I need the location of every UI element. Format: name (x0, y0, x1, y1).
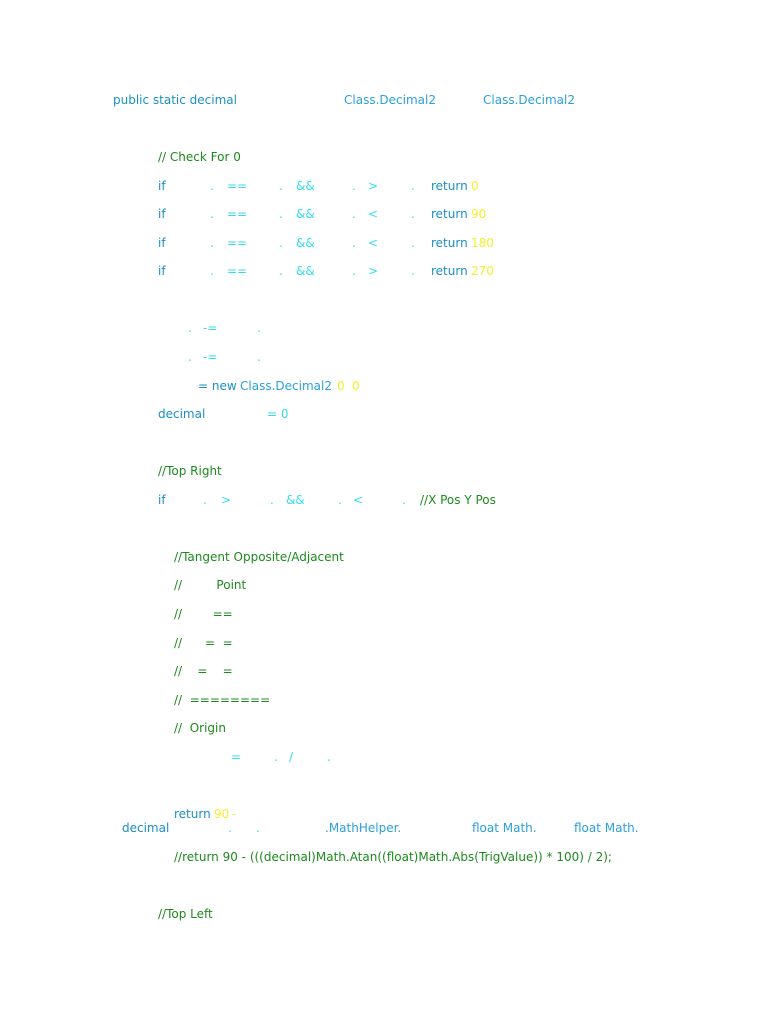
member-dot: . (274, 750, 278, 764)
float-math-ref-2: float Math. (574, 821, 639, 835)
trig-assign-line (0, 749, 768, 765)
return-keyword: return (431, 207, 468, 221)
member-dot: . (257, 350, 261, 364)
math-helper-ref: .MathHelper. (325, 821, 402, 835)
return-value: 90 (214, 807, 230, 821)
tangent-comment-line-6 (0, 720, 768, 736)
member-dot: . (203, 493, 207, 507)
subtract-assign-line-1 (0, 349, 768, 365)
compare-operator: > (368, 264, 379, 278)
method-signature-line (0, 92, 768, 108)
tangent-comment-line-5 (0, 692, 768, 708)
member-dot: . (411, 179, 415, 193)
assign-operator: = (231, 750, 242, 764)
tangent-comment-line-2 (0, 606, 768, 622)
return-value: 180 (471, 236, 494, 250)
signature-param-type-2: Class.Decimal2 (483, 93, 575, 107)
if-keyword: if (158, 493, 166, 507)
member-dot: . (210, 236, 214, 250)
top-left-comment-line (0, 906, 768, 922)
member-dot: . (257, 321, 261, 335)
and-operator: && (296, 179, 315, 193)
new-arg-1: 0 (337, 379, 345, 393)
compare-operator: > (221, 493, 232, 507)
top-right-comment-line (0, 463, 768, 479)
xy-pos-comment: //X Pos Y Pos (420, 493, 496, 507)
new-instance-line (0, 378, 768, 394)
member-dot: . (279, 236, 283, 250)
return-keyword: return (431, 264, 468, 278)
divide-operator: / (289, 750, 294, 764)
tangent-comment: //Tangent Opposite/Adjacent (174, 550, 344, 564)
member-dot: . (402, 493, 406, 507)
equals-operator: == (227, 236, 248, 250)
and-operator: && (296, 264, 315, 278)
compare-operator: < (368, 236, 379, 250)
return-comment: //return 90 - (((decimal)Math.Atan((float)Math.Abs(TrigValue)) * 100) / 2); (174, 850, 612, 864)
if-keyword: if (158, 179, 166, 193)
tangent-comment: // == (174, 607, 233, 621)
member-dot: . (270, 493, 274, 507)
top-right-if-line (0, 492, 768, 508)
tangent-comment-line-0 (0, 549, 768, 565)
subtract-assign-operator: -= (203, 321, 218, 335)
if-keyword: if (158, 264, 166, 278)
member-dot: . (279, 207, 283, 221)
top-left-comment: //Top Left (158, 907, 213, 921)
signature-param-type-1: Class.Decimal2 (344, 93, 436, 107)
tangent-comment: // Point (174, 578, 247, 592)
decimal-cast: decimal (122, 821, 170, 835)
return-value: 0 (471, 179, 479, 193)
check-zero-comment: // Check For 0 (158, 150, 241, 164)
return-value: 90 (471, 207, 487, 221)
subtract-assign-line-0 (0, 320, 768, 336)
member-dot: . (411, 236, 415, 250)
math-helper-line (0, 820, 768, 836)
tangent-comment: // Origin (174, 721, 226, 735)
member-dot: . (188, 350, 192, 364)
if-check-line-2 (0, 235, 768, 251)
member-dot: . (256, 821, 260, 835)
member-dot: . (210, 207, 214, 221)
new-class-name: Class.Decimal2 (240, 379, 332, 393)
if-check-line-1 (0, 206, 768, 222)
and-operator: && (296, 207, 315, 221)
if-check-line-3 (0, 263, 768, 279)
tangent-comment: // = = (174, 664, 233, 678)
member-dot: . (352, 179, 356, 193)
member-dot: . (228, 821, 232, 835)
return-comment-line (0, 849, 768, 865)
return-keyword: return (431, 179, 468, 193)
new-assign: = new (198, 379, 237, 393)
if-check-line-0 (0, 178, 768, 194)
member-dot: . (327, 750, 331, 764)
tangent-comment-line-1 (0, 577, 768, 593)
member-dot: . (352, 264, 356, 278)
float-math-ref-1: float Math. (472, 821, 537, 835)
member-dot: . (188, 321, 192, 335)
return-value: 270 (471, 264, 494, 278)
compare-operator: < (353, 493, 364, 507)
new-arg-2: 0 (352, 379, 360, 393)
signature-prefix: public static decimal (113, 93, 237, 107)
equals-operator: == (227, 179, 248, 193)
subtract-assign-operator: -= (203, 350, 218, 364)
member-dot: . (411, 207, 415, 221)
member-dot: . (352, 236, 356, 250)
equals-operator: == (227, 207, 248, 221)
decimal-decl-line (0, 406, 768, 422)
tangent-comment-line-4 (0, 663, 768, 679)
compare-operator: < (368, 207, 379, 221)
member-dot: . (352, 207, 356, 221)
member-dot: . (210, 179, 214, 193)
member-dot: . (411, 264, 415, 278)
member-dot: . (338, 493, 342, 507)
if-keyword: if (158, 207, 166, 221)
check-zero-comment-line (0, 149, 768, 165)
member-dot: . (279, 179, 283, 193)
member-dot: . (210, 264, 214, 278)
equals-operator: == (227, 264, 248, 278)
tangent-comment: // = = (174, 636, 233, 650)
tangent-comment-line-3 (0, 635, 768, 651)
compare-operator: > (368, 179, 379, 193)
and-operator: && (296, 236, 315, 250)
and-operator: && (286, 493, 305, 507)
if-keyword: if (158, 236, 166, 250)
return-keyword: return (431, 236, 468, 250)
tangent-comment: // ======== (174, 693, 271, 707)
decimal-keyword: decimal (158, 407, 206, 421)
return-keyword: return (174, 807, 211, 821)
minus-operator: - (232, 807, 237, 821)
top-right-comment: //Top Right (158, 464, 222, 478)
member-dot: . (279, 264, 283, 278)
decimal-assign: = 0 (267, 407, 289, 421)
